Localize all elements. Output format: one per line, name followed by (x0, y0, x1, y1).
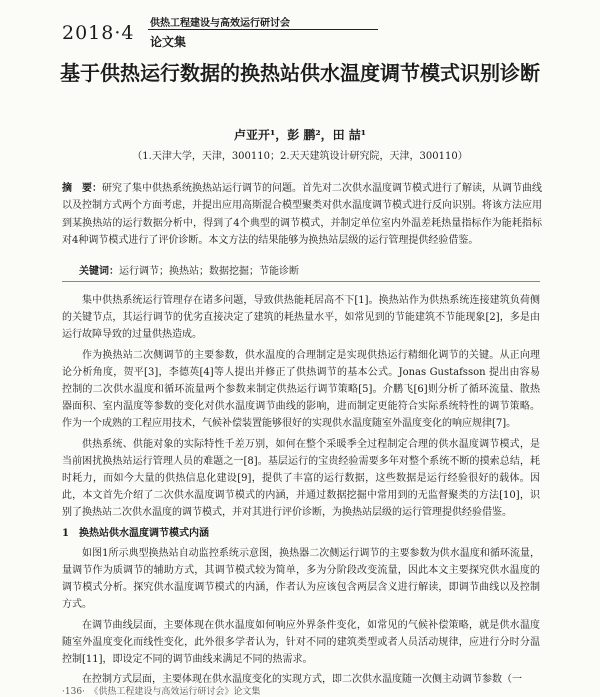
paper-title: 基于供热运行数据的换热站供水温度调节模式识别诊断 (60, 61, 540, 85)
abstract-label: 摘 要： (62, 183, 102, 194)
separator (62, 281, 540, 282)
paragraph: 在调节曲线层面，主要体现在供水温度如何响应外界条件变化，如常见的气候补偿策略，就是供水温度随室外温度变化而线性变化，此外很多学者认为，针对不同的建筑类型或者人员活动规律，应进行分时分温控制[11]，即设定不同的调节曲线来满足不同的热需求。 (62, 619, 540, 666)
header-rule (148, 29, 378, 30)
header-year: 2018·4 (62, 22, 135, 44)
conference-name: 供热工程建设与高效运行研讨会 (150, 18, 290, 29)
keywords-text: 运行调节；换热站；数据挖掘；节能诊断 (119, 266, 299, 277)
authors: 卢亚开¹，彭 鹏²，田 喆¹ (233, 128, 367, 142)
paragraph: 供热系统、供能对象的实际特性千差万别，如何在整个采暖季全过程制定合理的供水温度调节模式，是当前困扰换热站运行管理人员的难题之一[8]。基层运行的宝贵经验需要多年对整个系统不断的摸索总结，耗时耗力，而如今大量的供热信息化建设[9]，提供了丰富的运行数据，这些数据是运行经验很好的载体。因此，本文首先介绍了二次供水温度调节模式的内涵，并通过数据挖掘中常用到的无监督聚类的方法[10]，识别了换热站二次供水温度的调节模式，并对其进行评价诊断，为换热站层级的运行管理提供经验借鉴。 (62, 438, 540, 519)
paragraph: 集中供热系统运行管理存在诸多问题，导致供热能耗居高不下[1]。换热站作为供热系统连接建筑负荷侧的关键节点，其运行调节的优劣直接决定了建筑的耗热量水平，如常见到的节能建筑不节能现象[2]，多是由运行故障导致的过量供热造成。 (62, 295, 540, 341)
page-footer: ·136· 《供热工程建设与高效运行研讨会》论文集 (62, 687, 261, 697)
paragraph: 如图1所示典型换热站自动监控系统示意图，换热器二次侧运行调节的主要参数为供水温度和循环流量，量调节作为质调节的辅助方式，其调节模式较为简单，多为分阶段改变流量，因此本文主要探究供水温度的调节模式分析。探究供水温度调节模式的内涵，作者认为应该包含两层含义进行解读，即调节曲线以及控制方式。 (62, 547, 540, 611)
affiliations: （1.天津大学，天津，300110；2.天天建筑设计研究院，天津，300110） (132, 151, 468, 162)
abstract (62, 180, 542, 250)
section-heading: 1 换热站供水温度调节模式内涵 (62, 527, 209, 539)
paragraph: 作为换热站二次侧调节的主要参数，供水温度的合理制定是实现供热运行精细化调节的关键。从正向理论分析角度，贺平[3]，李德英[4]等人提出并修正了供热调节的基本公式。Jonas Gustafsson 提出由容易控制的二次供水温度和循环流量两个参数来制定供热运行调节策略[5]。介鹏飞[6]则分析了循环流量、散热器面积、室内温度等参数的变化对供水温度调节曲线的影响，进而制定更能符合实际系统特性的调节策略。作为一个成熟的工程应用技术，气候补偿装置能够很好的实现供水温度随室外温度变化的响应规律[7]。 (62, 349, 540, 430)
body-text (62, 292, 540, 691)
keywords-label: 关键词： (79, 266, 119, 277)
paragraph: 在控制方式层面，主要体现在供水温度变化的实现方式，即二次供水温度随一次侧主动调节参数（一 (82, 674, 522, 686)
keywords (79, 262, 539, 277)
abstract-text: 研究了集中供热系统换热站运行调节的问题。首先对二次供水温度调节模式进行了解读，从调节曲线以及控制方式两个方面考虑，并提出应用高斯混合模型聚类对供水温度调节模式进行反向识别。将该方法应用到某换热站的运行数据分析中，得到了4个典型的调节模式，并制定单位室内外温差耗热量指标作为能耗指标对4种调节模式进行了评价诊断。本文方法的结果能够为换热站层级的运行管理提供经验借鉴。 (62, 183, 542, 247)
collection-label: 论文集 (150, 35, 187, 49)
